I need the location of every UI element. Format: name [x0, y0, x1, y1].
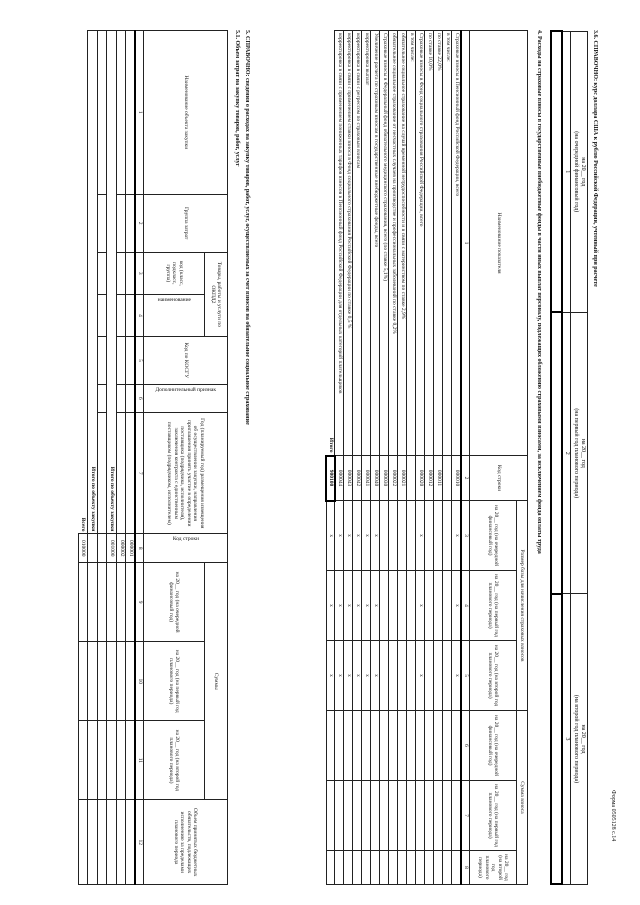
row-code: 000030	[380, 456, 389, 501]
proc-cell[interactable]	[126, 194, 136, 252]
proc-cell[interactable]	[126, 384, 136, 413]
col-num: 7	[136, 413, 144, 534]
proc-cell[interactable]	[107, 721, 117, 800]
value-cell[interactable]	[398, 501, 407, 571]
rate-col-3: на 20__ год (на второй год планового периода)	[571, 594, 588, 884]
value-cell[interactable]	[389, 781, 398, 851]
proc-cell[interactable]	[117, 413, 126, 534]
insurance-row	[407, 31, 416, 885]
value-cell[interactable]	[380, 711, 389, 781]
insurance-row	[398, 31, 407, 885]
rate-col-2: на 20__ год (на первый год планового периода)	[571, 312, 588, 593]
proc-cell[interactable]	[98, 562, 107, 641]
proc-cell[interactable]	[126, 252, 136, 294]
value-cell[interactable]	[425, 571, 434, 641]
proc-cell[interactable]	[126, 31, 136, 195]
sum3-header: на 20__ год (на второй год планового периода)	[144, 721, 205, 800]
row-name: по ставке 10,0%	[425, 31, 434, 456]
kosgu-header: Код по КОСГУ	[144, 337, 228, 385]
value-cell[interactable]	[452, 781, 462, 851]
row-name: обязательное социальное страхование на случай временной нетрудоспособности и в связи с материнством по ставке 2,9%	[398, 31, 407, 456]
col-num: 2	[136, 194, 144, 252]
value-cell[interactable]	[362, 711, 371, 781]
sum2-header: на 20__ год (на первый год планового периода)	[144, 642, 205, 721]
row-code	[443, 456, 452, 501]
sums-header: Суммы	[205, 562, 228, 799]
proc-cell[interactable]	[107, 800, 117, 885]
total-cell: x	[327, 641, 336, 711]
value-cell[interactable]	[398, 641, 407, 711]
total-cell: x	[327, 571, 336, 641]
value-cell[interactable]	[380, 571, 389, 641]
value-cell[interactable]	[407, 851, 416, 885]
value-cell[interactable]	[335, 781, 344, 851]
section-3-6-title: 3.6. СПРАВОЧНО: курс доллара США к рублю Российской Федерации, учтенный при расчете	[592, 30, 598, 287]
value-cell[interactable]	[407, 571, 416, 641]
total-cell[interactable]	[327, 711, 336, 781]
row-name: Страховые взносы в Фонд социального страхования Российской Федерации, всего	[416, 31, 425, 456]
proc-cell	[88, 534, 98, 563]
value-cell[interactable]	[371, 711, 380, 781]
proc-cell[interactable]	[117, 642, 126, 721]
row-code	[407, 456, 416, 501]
rate-col-1: на 20__ год (на очередной финансовый год)	[571, 31, 588, 312]
value-cell[interactable]: x	[335, 501, 344, 571]
proc-cell[interactable]	[79, 562, 89, 641]
col-num: 2	[562, 312, 571, 593]
value-cell[interactable]: x	[371, 571, 380, 641]
insurance-row	[380, 31, 389, 885]
proc-cell[interactable]	[117, 721, 126, 800]
proc-cell[interactable]	[98, 384, 107, 413]
row-name: в том числе:	[407, 31, 416, 456]
proc-cell[interactable]	[126, 642, 136, 721]
proc-cell[interactable]	[126, 413, 136, 534]
procurement-table	[78, 30, 228, 885]
value-cell[interactable]	[335, 711, 344, 781]
proc-cell[interactable]	[98, 642, 107, 721]
value-cell[interactable]: x	[353, 571, 362, 641]
value-cell[interactable]	[380, 851, 389, 885]
row-code: 000011	[434, 456, 443, 501]
col-num: 10	[136, 642, 144, 721]
row-code: 000020	[416, 456, 425, 501]
insurance-row	[425, 31, 434, 885]
value-cell[interactable]: x	[452, 501, 462, 571]
value-cell[interactable]	[407, 781, 416, 851]
proc-cell[interactable]	[98, 294, 107, 336]
form-code: Форма 0505128 с.14	[610, 790, 616, 842]
value-cell[interactable]: x	[371, 501, 380, 571]
row-name: корректировка выплат	[362, 31, 371, 456]
dop-header: Дополнительный признак	[155, 386, 216, 393]
sum1-header: на 20__ год (на очередной финансовый год)	[144, 562, 205, 641]
value-cell[interactable]	[434, 641, 443, 711]
value-cell[interactable]	[344, 711, 353, 781]
value-cell[interactable]	[434, 781, 443, 851]
value-cell[interactable]: x	[344, 571, 353, 641]
obj-header: Наименование объекта закупки	[144, 31, 228, 195]
value-cell[interactable]	[389, 711, 398, 781]
row-code: 000041	[362, 456, 371, 501]
value-cell[interactable]: x	[362, 571, 371, 641]
col-num: 5	[462, 641, 470, 711]
insurance-row	[434, 31, 443, 885]
grand-total-label: Всего	[79, 31, 89, 534]
proc-cell[interactable]	[117, 194, 126, 252]
period-header: на 20__ год (на очередной финансовый год)	[470, 501, 517, 571]
value-cell[interactable]	[380, 641, 389, 711]
goods-name-header: наименование	[157, 296, 191, 303]
value-cell[interactable]	[389, 501, 398, 571]
value-cell[interactable]	[380, 501, 389, 571]
total-cell[interactable]	[327, 781, 336, 851]
value-cell[interactable]	[344, 851, 353, 885]
value-cell[interactable]	[416, 711, 425, 781]
proc-cell[interactable]	[107, 642, 117, 721]
insurance-row	[353, 31, 362, 885]
proc-cell[interactable]	[117, 800, 126, 885]
row-code: 000012	[425, 456, 434, 501]
proc-cell[interactable]	[98, 337, 107, 385]
col-num: 1	[562, 31, 571, 312]
proc-cell[interactable]	[98, 31, 107, 195]
year-header: Год (планируемый год) размещения извещения об осуществлении закупки, направления приглашения принять участие в определении поставщика (подрядчика, исполнителя), заключения контракта с единственным поставщиком (подрядчиком, исполнителем)	[144, 413, 228, 534]
row-code: 000021	[398, 456, 407, 501]
row-code: 000044	[335, 456, 344, 501]
section-5-1-title: 5.1. Объем затрат на закупку товаров, работ, услуг	[234, 30, 240, 167]
value-cell[interactable]	[443, 571, 452, 641]
proc-cell[interactable]	[117, 294, 126, 336]
value-cell[interactable]	[425, 641, 434, 711]
row-code: 000001	[126, 534, 136, 563]
col-num: 6	[136, 384, 144, 413]
proc-cell[interactable]	[88, 721, 98, 800]
col-num: 3	[562, 594, 571, 884]
row-name: корректировка в связи с применением ставки взноса в Фонд социального страхования Российской Федерации по ставке 0,5 %	[344, 31, 353, 456]
value-cell[interactable]: x	[416, 641, 425, 711]
proc-cell[interactable]	[126, 800, 136, 885]
insurance-row	[371, 31, 380, 885]
col-code-header: Код строки	[470, 456, 528, 501]
section-4-title: 4. Расходы на страховые взносы в государственные внебюджетные фонды в части иных выплат персоналу, подлежащих обложению страховыми взносами, за исключением фонда оплаты труда	[536, 30, 542, 554]
period-header: на 20__ год (на второй год планового периода)	[470, 641, 517, 711]
row-code: 000042	[353, 456, 362, 501]
row-code: 000043	[344, 456, 353, 501]
insurance-table	[326, 30, 529, 885]
value-cell[interactable]	[452, 711, 462, 781]
value-cell[interactable]	[398, 781, 407, 851]
col-num: 3	[136, 252, 144, 294]
proc-cell[interactable]	[117, 337, 126, 385]
proc-cell[interactable]	[126, 562, 136, 641]
row-name: корректировка в связи с применением пониженных тарифов взносов в Пенсионный фонд Российской Федерации для отдельных категорий плательщиков	[335, 31, 344, 456]
value-cell[interactable]	[416, 851, 425, 885]
value-cell[interactable]: x	[452, 641, 462, 711]
col-num: 8	[462, 851, 470, 885]
value-cell[interactable]	[407, 641, 416, 711]
insurance-row	[335, 31, 344, 885]
value-cell[interactable]	[380, 781, 389, 851]
proc-cell[interactable]	[98, 194, 107, 252]
value-cell[interactable]	[353, 711, 362, 781]
value-cell[interactable]	[452, 851, 462, 885]
value-cell[interactable]	[434, 711, 443, 781]
value-cell[interactable]	[425, 851, 434, 885]
value-cell[interactable]	[425, 501, 434, 571]
exchange-rate-table	[550, 30, 588, 885]
col-name-header: Наименование показателя	[470, 31, 528, 456]
rate-value[interactable]	[551, 312, 562, 593]
period-header: на 20__ год (на очередной финансовый год)	[470, 711, 517, 781]
period-header: на 20__ год (на первый год планового периода)	[470, 571, 517, 641]
proc-cell[interactable]	[107, 562, 117, 641]
proc-cell[interactable]	[88, 642, 98, 721]
proc-cell[interactable]	[117, 252, 126, 294]
value-cell[interactable]	[371, 851, 380, 885]
group-header: Группа затрат	[144, 194, 228, 252]
value-cell[interactable]	[407, 711, 416, 781]
value-cell[interactable]	[443, 641, 452, 711]
proc-cell[interactable]	[126, 337, 136, 385]
value-cell[interactable]: x	[344, 641, 353, 711]
insurance-row	[362, 31, 371, 885]
value-cell[interactable]	[344, 781, 353, 851]
base-header: Размер базы для начисления страховых взносов	[517, 501, 528, 711]
goods-code-header: код (класс, подкласс, группа)	[144, 252, 205, 294]
row-code: 000010	[452, 456, 462, 501]
proc-cell[interactable]	[117, 31, 126, 195]
row-name: Увеличение расчета по страховым взносам в государственные внебюджетные фонды, всего	[371, 31, 380, 456]
row-name: корректировка в связи с регрессом по страховым взносам	[353, 31, 362, 456]
col-num: 1	[462, 31, 470, 456]
value-cell[interactable]: x	[362, 641, 371, 711]
subtotal-label: Итого по объекту закупки	[107, 31, 117, 534]
value-cell[interactable]	[443, 781, 452, 851]
proc-cell[interactable]	[88, 800, 98, 885]
col-num: 6	[462, 711, 470, 781]
value-cell[interactable]: x	[344, 501, 353, 571]
row-name: по ставке 22,0%	[434, 31, 443, 456]
value-cell[interactable]: x	[416, 571, 425, 641]
value-cell[interactable]	[398, 711, 407, 781]
sum-header: Сумма взноса	[517, 711, 528, 885]
col-num: 2	[462, 456, 470, 501]
subtotal-label-2: Итого по объекту закупки	[88, 31, 98, 534]
proc-cell[interactable]	[117, 384, 126, 413]
value-cell[interactable]	[362, 781, 371, 851]
value-cell[interactable]: x	[335, 571, 344, 641]
period-header: на 20__ год (на первый год планового периода)	[470, 781, 517, 851]
insurance-row	[344, 31, 353, 885]
col-num: 5	[136, 337, 144, 385]
section-5-title: 5. СПРАВОЧНО: сведения о расходах на закупку товаров, работ, услуг, осуществляемых за счет взносов на обязательное социальное страхование	[244, 30, 250, 425]
row-code: 000040	[371, 456, 380, 501]
total-code: 900100	[327, 456, 336, 501]
insurance-row	[416, 31, 425, 885]
value-cell[interactable]	[434, 851, 443, 885]
proc-cell[interactable]	[79, 721, 89, 800]
col-num: 1	[136, 31, 144, 195]
value-cell[interactable]: x	[452, 571, 462, 641]
rowcode-header: Код строки	[172, 536, 199, 543]
proc-cell[interactable]	[98, 252, 107, 294]
value-cell[interactable]	[425, 781, 434, 851]
value-cell[interactable]	[416, 781, 425, 851]
rate-value[interactable]	[551, 31, 562, 312]
proc-cell[interactable]	[98, 721, 107, 800]
proc-cell[interactable]	[117, 562, 126, 641]
value-cell[interactable]: x	[353, 501, 362, 571]
proc-cell[interactable]	[79, 642, 89, 721]
period-header: на 20__ год (на второй год планового периода)	[470, 851, 517, 885]
value-cell[interactable]: x	[362, 501, 371, 571]
row-name: Страховые взносы в Пенсионный фонд Российской Федерации, всего	[452, 31, 462, 456]
value-cell[interactable]: x	[335, 641, 344, 711]
value-cell[interactable]	[434, 501, 443, 571]
row-name: Страховые взносы в Федеральный фонд обязательного медицинского страхования, всего (по ставке 5,1%)	[380, 31, 389, 456]
row-name: в том числе:	[443, 31, 452, 456]
value-cell[interactable]	[362, 851, 371, 885]
insurance-row	[389, 31, 398, 885]
col-num: 4	[462, 571, 470, 641]
col-num: 4	[136, 294, 144, 336]
total-cell: x	[327, 501, 336, 571]
value-cell[interactable]	[371, 781, 380, 851]
value-cell[interactable]	[443, 501, 452, 571]
proc-cell[interactable]	[98, 413, 107, 534]
goods-header: Товары, работы и услуги по ОКПД2	[205, 252, 228, 336]
col-num: 11	[136, 721, 144, 800]
insurance-row	[452, 31, 462, 885]
subtotal-code: 001000	[107, 534, 117, 563]
value-cell[interactable]	[443, 851, 452, 885]
col-num: 3	[462, 501, 470, 571]
value-cell[interactable]	[443, 711, 452, 781]
proc-cell[interactable]	[88, 562, 98, 641]
value-cell[interactable]: x	[371, 641, 380, 711]
vol-header: Объем принятых бюджетных обязательств, подлежащих исполнению за пределами планового периода	[144, 800, 228, 885]
proc-cell[interactable]	[79, 800, 89, 885]
value-cell[interactable]	[353, 851, 362, 885]
value-cell[interactable]	[407, 501, 416, 571]
value-cell[interactable]: x	[416, 501, 425, 571]
proc-cell[interactable]	[98, 534, 107, 563]
row-code: 000022	[389, 456, 398, 501]
col-num: 7	[462, 781, 470, 851]
grand-total-code: 010000	[79, 534, 89, 563]
value-cell[interactable]	[335, 851, 344, 885]
proc-cell[interactable]	[126, 294, 136, 336]
total-cell[interactable]	[327, 851, 336, 885]
row-code: 000002	[117, 534, 126, 563]
col-num: 12	[136, 800, 144, 885]
col-num: 9	[136, 562, 144, 641]
col-num: 8	[136, 534, 144, 563]
value-cell[interactable]: x	[353, 641, 362, 711]
value-cell[interactable]	[434, 571, 443, 641]
value-cell[interactable]	[389, 641, 398, 711]
value-cell[interactable]	[425, 711, 434, 781]
rate-value[interactable]	[551, 594, 562, 884]
proc-cell[interactable]	[126, 721, 136, 800]
row-name: обязательное социальное страхование от несчастных случаев на производстве и профессиональных заболеваний по ставке 0,2%	[389, 31, 398, 456]
insurance-row	[443, 31, 452, 885]
total-label: Итого	[327, 437, 334, 453]
rotated-form-page	[20, 20, 620, 890]
value-cell[interactable]	[398, 571, 407, 641]
value-cell[interactable]	[389, 851, 398, 885]
proc-cell[interactable]	[98, 800, 107, 885]
value-cell[interactable]	[353, 781, 362, 851]
value-cell[interactable]	[398, 851, 407, 885]
value-cell[interactable]	[389, 571, 398, 641]
